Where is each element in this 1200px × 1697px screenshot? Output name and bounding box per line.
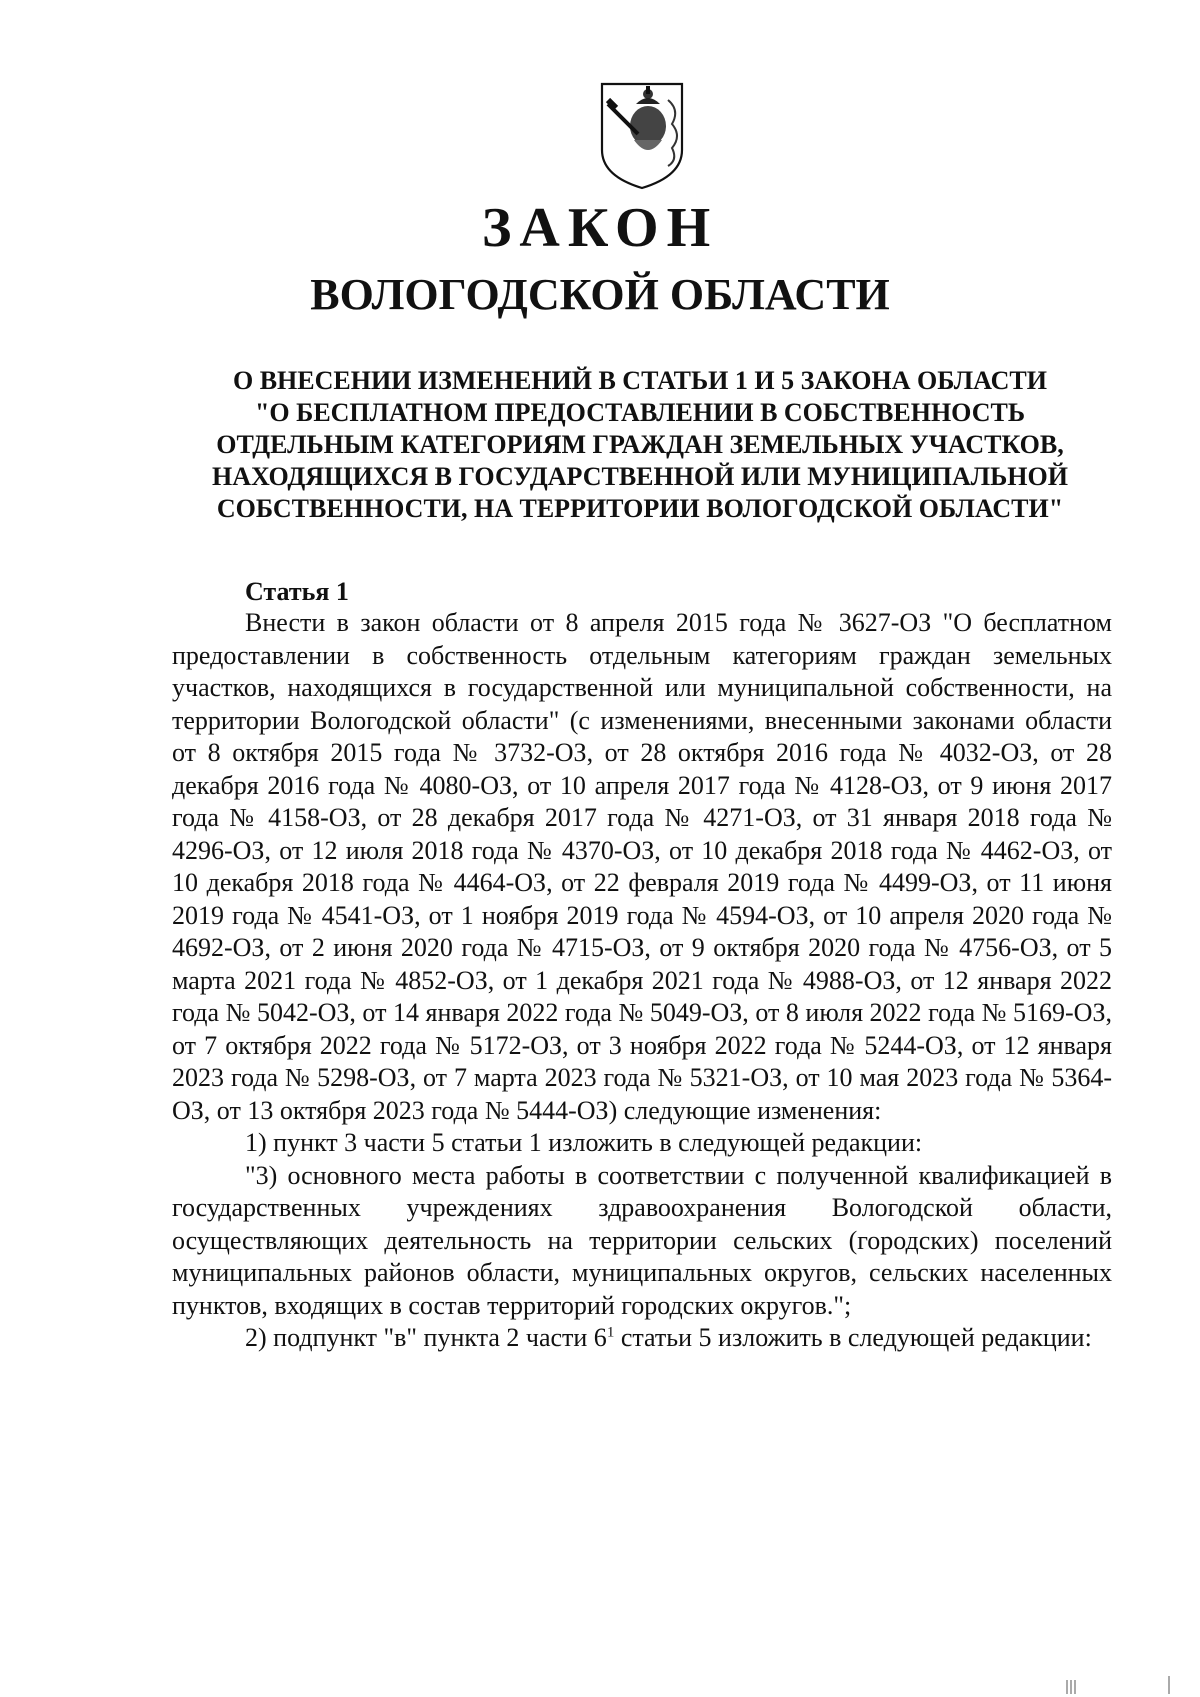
document-subtitle: ВОЛОГОДСКОЙ ОБЛАСТИ (310, 270, 890, 319)
item-1-paragraph: 1) пункт 3 части 5 статьи 1 изложить в следующей редакции: (245, 1128, 923, 1157)
item-2-text-end: статьи 5 изложить в следующей редакции: (614, 1323, 1092, 1352)
article-body (172, 607, 1112, 1355)
item-2-superscript: 1 (606, 1324, 615, 1341)
article-title: Статья 1 (245, 577, 349, 606)
heading-line: НАХОДЯЩИХСЯ В ГОСУДАРСТВЕННОЙ ИЛИ МУНИЦИПАЛЬНОЙ (212, 462, 1068, 491)
article-intro-paragraph: Внести в закон области от 8 апреля 2015 года № 3627-ОЗ "О бесплатном предоставлении в собственность отдельным категориям граждан земельных участков, находящихся в государственной или муниципальной собственности, на территории Вологодской области" (с изменениями, внесенными законами области от 8 октября 2015 года № 3732-ОЗ, от 28 октября 2016 года № 4032-ОЗ, от 28 декабря 2016 года № 4080-ОЗ, от 10 апреля 2017 года № 4128-ОЗ, от 9 июня 2017 года № 4158-ОЗ, от 28 декабря 2017 года № 4271-ОЗ, от 31 января 2018 года № 4296-ОЗ, от 12 июля 2018 года № 4370-ОЗ, от 10 декабря 2018 года № 4462-ОЗ, от 10 декабря 2018 года № 4464-ОЗ, от 22 февраля 2019 года № 4499-ОЗ, от 11 июня 2019 года № 4541-ОЗ, от 1 ноября 2019 года № 4594-ОЗ, от 10 апреля 2020 года № 4692-ОЗ, от 2 июня 2020 года № 4715-ОЗ, от 9 октября 2020 года № 4756-ОЗ, от 5 марта 2021 года № 4852-ОЗ, от 1 декабря 2021 года № 4988-ОЗ, от 12 января 2022 года № 5042-ОЗ, от 14 января 2022 года № 5049-ОЗ, от 8 июля 2022 года № 5169-ОЗ, от 7 октября 2022 года № 5172-ОЗ, от 3 ноября 2022 года № 5244-ОЗ, от 12 января 2023 года № 5298-ОЗ, от 7 марта 2023 года № 5321-ОЗ, от 10 мая 2023 года № 5364-ОЗ, от 13 октября 2023 года № 5444-ОЗ) следующие изменения: (172, 608, 1112, 1125)
item-2-text-start: 2) подпункт "в" пункта 2 части 6 (245, 1323, 607, 1352)
document-title: ЗАКОН (481, 197, 719, 259)
item-2-paragraph (172, 1322, 1112, 1355)
heading-line: СОБСТВЕННОСТИ, НА ТЕРРИТОРИИ ВОЛОГОДСКОЙ ОБЛАСТИ" (216, 494, 1064, 523)
heading-line: "О БЕСПЛАТНОМ ПРЕДОСТАВЛЕНИИ В СОБСТВЕННОСТЬ (254, 398, 1026, 427)
heading-line: О ВНЕСЕНИИ ИЗМЕНЕНИЙ В СТАТЬИ 1 И 5 ЗАКОНА ОБЛАСТИ (232, 366, 1047, 395)
vologda-coat-of-arms-icon (598, 80, 686, 192)
scan-marks (1065, 1674, 1175, 1694)
heading-line: ОТДЕЛЬНЫМ КАТЕГОРИЯМ ГРАЖДАН ЗЕМЕЛЬНЫХ УЧАСТКОВ, (216, 430, 1064, 459)
law-heading (160, 365, 1120, 525)
item-1-text-paragraph: "3) основного места работы в соответствии с полученной квалификацией в государственных учреждениях здравоохранения Вологодской области, осуществляющих деятельность на территории сельских (городских) поселений муниципальных районов области, муниципальных округов, сельских населенных пунктов, входящих в состав территорий городских округов."; (172, 1160, 1112, 1320)
